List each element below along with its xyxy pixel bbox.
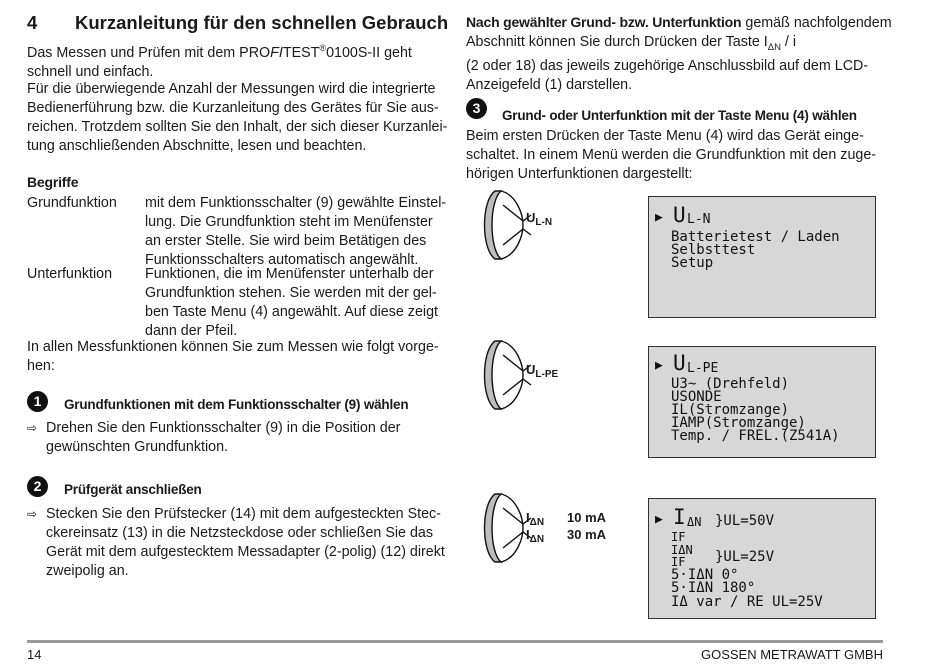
step-2-instruction: Stecken Sie den Prüfstecker (14) mit dem aufgesteckten Stec- ckereinsatz (13) in die Netzsteckdose oder schließen Sie das Gerät mit dem aufgestecktem Messadapter (2-polig) (12) direkt zweipolig an.	[46, 506, 445, 579]
rotary-switch-icon	[473, 335, 533, 415]
intro-paragraph-2: Für die überwiegende Anzahl der Messungen wird die integrierte Bedienerführung bzw. die Kurzanleitung des Gerätes für Sie aus- reichen. Trotzdem sollten Sie den Inhalt, der sich dieser Kurzanlei- tung anschließenden Abschnitte, lesen und beachten.	[27, 81, 448, 154]
lcd-item: 5·IΔN 0°	[671, 567, 739, 583]
switch-label-ulpe: $U_{L-PE}$	[526, 362, 559, 380]
lcd-item: USONDE	[671, 389, 722, 405]
step-1-instruction: Drehen Sie den Funktionsschalter (9) in die Position der gewünschten Grundfunktion.	[46, 420, 401, 455]
lcd-head-sub: L-N	[687, 212, 711, 227]
step-2-badge: 2	[27, 476, 48, 497]
page-number: 14	[27, 647, 42, 662]
step-3-title: Grund- oder Unterfunktion mit der Taste Menu (4) wählen	[502, 108, 857, 123]
intro-paragraph-1: Das Messen und Prüfen mit dem PROFITEST®0100S-II geht schnell und einfach.	[27, 43, 412, 80]
lcd-item: Temp. / FREL.(Z541A)	[671, 428, 840, 444]
lcd-head: U	[673, 203, 686, 227]
right-intro-paragraph: Nach gewählter Grund- bzw. Unterfunktion gemäß nachfolgendem Abschnitt können Sie durch Drücken der Taste $I_{\Delta N}$ / i (2 oder 18) das jeweils zugehörige Anschlussbild auf dem LCD- Anzeigefeld (1) darstellen.	[466, 14, 892, 93]
term-grundfunktion: Grundfunktion	[27, 195, 117, 211]
lcd-item: IAMP(Stromzange)	[671, 415, 806, 431]
lcd-brace-ul50: }UL=50V	[715, 513, 775, 529]
rotary-switch-icon	[473, 185, 533, 265]
arrow-bullet-icon: ⇨	[27, 421, 38, 435]
lcd-item: 5·IΔN 180°	[671, 580, 756, 596]
lcd-item: IΔN	[671, 543, 693, 557]
switch-label-idn-30: $I_{\Delta N}$	[526, 527, 545, 545]
step-3-badge: 3	[466, 98, 487, 119]
lcd-brace-ul25: }UL=25V	[715, 549, 775, 565]
pointer-arrow-icon: ▶	[655, 512, 663, 527]
messfunktionen-paragraph: In allen Messfunktionen können Sie zum Messen wie folgt vorge- hen:	[27, 339, 439, 374]
term-unterfunktion-definition: Funktionen, die im Menüfenster unterhalb der Grundfunktion stehen. Sie werden mit der gel- ben Taste Menu (4) angewählt. Auf diese zeigt dann der Pfeil.	[145, 266, 439, 339]
step-3-text: Beim ersten Drücken der Taste Menu (4) wird das Gerät einge- schaltet. In einem Menü werden die Grundfunktion mit den zuge- hörigen Unterfunktionen dargestellt:	[466, 128, 877, 182]
current-10ma: 10 mA	[567, 510, 607, 525]
switch-label-idn-10: $I_{\Delta N}$	[526, 510, 545, 528]
lcd-item: IF	[671, 555, 686, 569]
lcd-head: U	[673, 351, 686, 375]
pointer-arrow-icon: ▶	[655, 210, 663, 225]
step-2-title: Prüfgerät anschließen	[64, 482, 202, 497]
lcd-item: IL(Stromzange)	[671, 402, 790, 418]
lcd-item: IF	[671, 530, 686, 544]
rotary-switch-icon	[473, 488, 533, 568]
lcd-display-uln	[648, 196, 876, 318]
footer-rule	[27, 640, 883, 643]
pointer-arrow-icon: ▶	[655, 358, 663, 373]
lcd-item: IΔ var / RE UL=25V	[671, 594, 823, 610]
section-title: Kurzanleitung für den schnellen Gebrauch	[75, 12, 449, 33]
section-number: 4	[27, 12, 38, 33]
lcd-display-ulpe	[648, 346, 876, 458]
lcd-display-idn	[648, 498, 876, 619]
lcd-head: I	[673, 505, 686, 529]
switch-label-uln: $U_{L-N}$	[526, 210, 553, 228]
lcd-item: U3~ (Drehfeld)	[671, 376, 790, 392]
lcd-item: Selbsttest	[671, 242, 756, 258]
term-grundfunktion-definition: mit dem Funktionsschalter (9) gewählte Einstel- lung. Die Grundfunktion steht im Menüfenster an erster Stelle. Sie wird beim Betätigen des Funktionsschalters automatisch angewählt.	[145, 195, 447, 268]
begriffe-heading: Begriffe	[27, 174, 79, 190]
company-name: GOSSEN METRAWATT GMBH	[700, 647, 883, 662]
arrow-bullet-icon: ⇨	[27, 507, 38, 521]
current-30ma: 30 mA	[567, 527, 607, 542]
lcd-head-sub: L-PE	[687, 361, 719, 376]
lcd-item: Batterietest / Laden	[671, 229, 840, 245]
step-1-title: Grundfunktionen mit dem Funktionsschalter (9) wählen	[64, 397, 409, 412]
step-1-badge: 1	[27, 391, 48, 412]
lcd-head-sub: ΔN	[687, 515, 702, 529]
lcd-item: Setup	[671, 255, 714, 271]
term-unterfunktion: Unterfunktion	[27, 266, 113, 282]
